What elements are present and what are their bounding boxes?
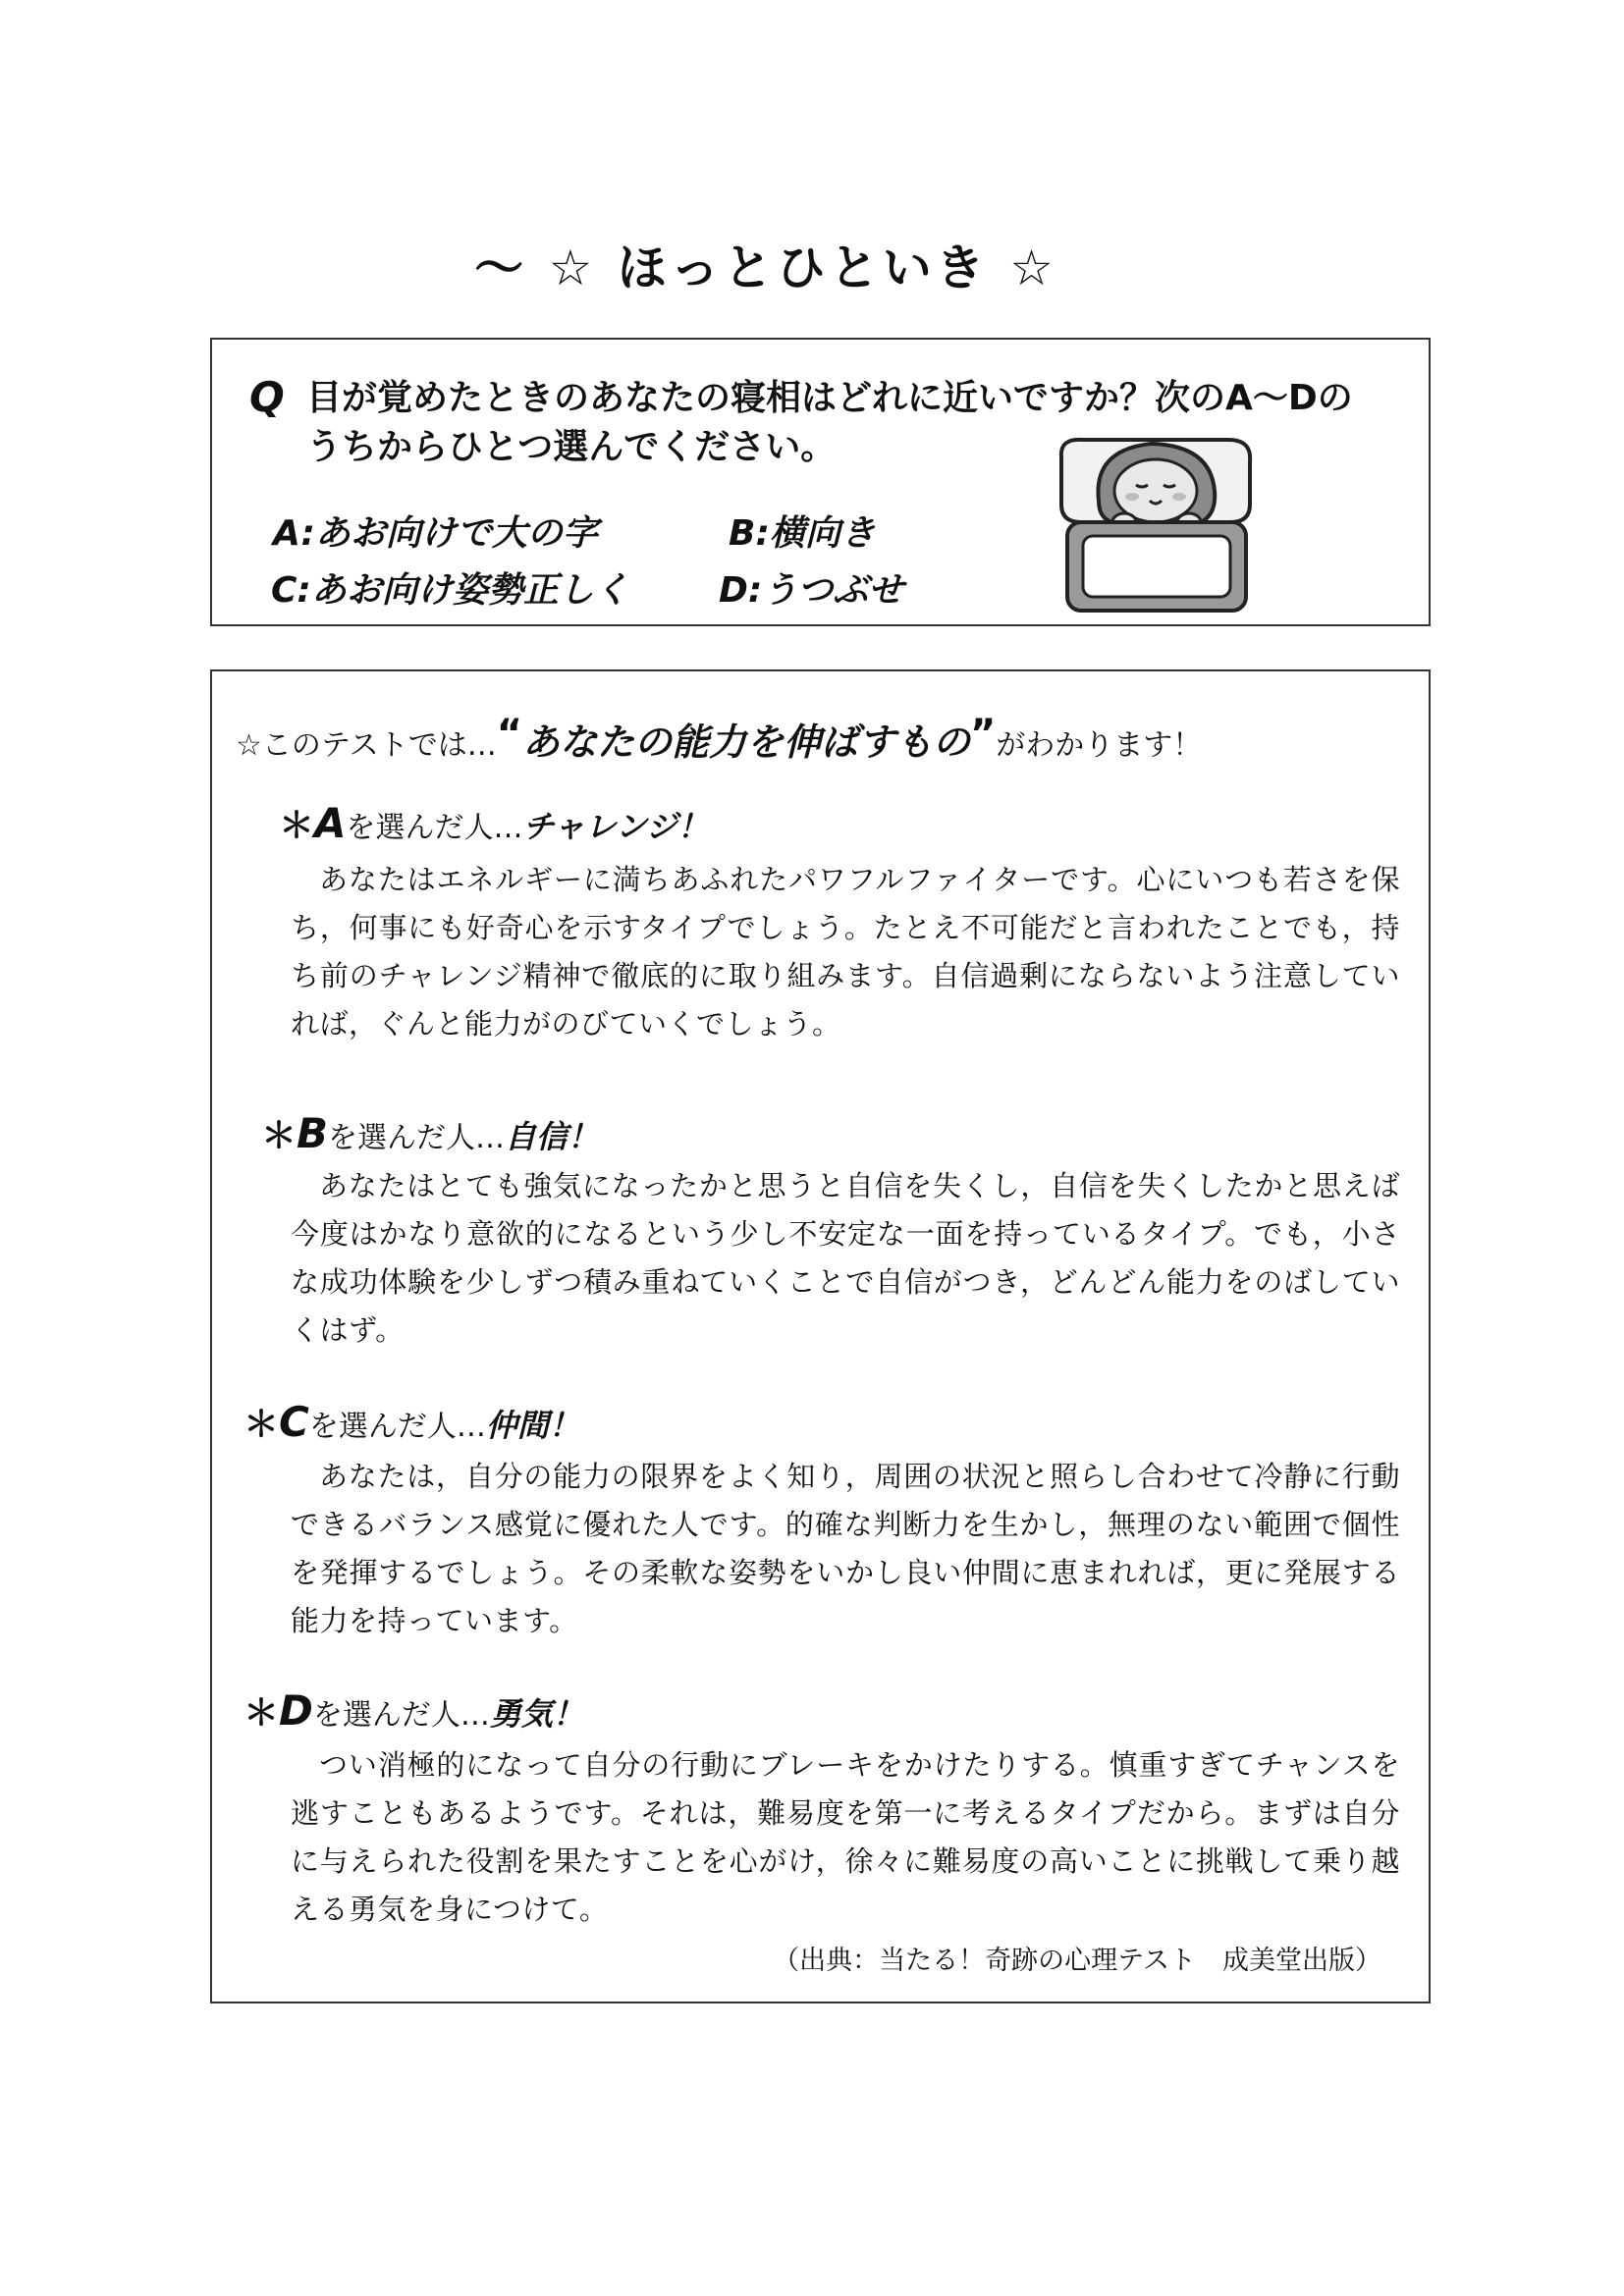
option-d: D:うつぶせ bbox=[719, 570, 904, 611]
section-body-a: あなたはエネルギーに満ちあふれたパワフルファイターです。心にいつも若さを保ち，何事にも好奇心を示すタイプでしょう。たとえ不可能だと言われたことでも，持ち前のチャレンジ精神で徹底的に取り組みます。自信過剰にならないよう注意していれば，ぐんと能力がのびていくでしょう。 bbox=[291, 863, 1400, 1041]
section-keyword: 仲間！ bbox=[485, 1407, 580, 1444]
option-a: A:あお向けで大の字 bbox=[273, 513, 598, 554]
open-quote: “ bbox=[496, 712, 522, 757]
quiz-box bbox=[210, 338, 1431, 626]
section-chose-text: を選んだ人… bbox=[346, 811, 523, 845]
question-mark-label: Q bbox=[249, 373, 285, 421]
intro-suffix: がわかります！ bbox=[996, 728, 1203, 763]
option-c: C:あお向け姿勢正しく bbox=[271, 570, 629, 611]
option-b: B:横向き bbox=[729, 513, 876, 554]
section-heading-a bbox=[279, 799, 709, 853]
asterisk-icon: ＊ bbox=[244, 1693, 280, 1734]
close-quote: ” bbox=[970, 712, 997, 757]
source-citation: （出典：当たる！奇跡の心理テスト 成美堂出版） bbox=[773, 1946, 1381, 1976]
question-line-1: 目が覚めたときのあなたの寝相はどれに近いですか？次のA～Dの bbox=[306, 378, 1353, 418]
section-heading-c bbox=[244, 1398, 580, 1452]
question-line-2: うちからひとつ選んでください。 bbox=[306, 427, 837, 467]
section-body-c: あなたは，自分の能力の限界をよく知り，周囲の状況と照らし合わせて冷静に行動できるバランス感覚に優れた人です。的確な判断力を生かし，無理のない範囲で個性を発揮するでしょう。その柔軟な姿勢をいかし良い仲間に恵まれれば，更に発展する能力を持っています。 bbox=[291, 1460, 1400, 1637]
section-body-b: あなたはとても強気になったかと思うと自信を失くし，自信を失くしたかと思えば今度はかなり意欲的になるという少し不安定な一面を持っているタイプ。でも，小さな成功体験を少しずつ積み重ねていくことで自信がつき，どんどん能力をのばしていくはず。 bbox=[291, 1169, 1400, 1347]
intro-prefix: ☆このテストでは… bbox=[236, 728, 497, 763]
section-chose-text: を選んだ人… bbox=[308, 1410, 486, 1444]
section-keyword: 自信！ bbox=[505, 1118, 600, 1155]
section-letter: B bbox=[297, 1109, 329, 1157]
section-letter: A bbox=[314, 799, 347, 847]
section-letter: C bbox=[279, 1398, 309, 1446]
section-heading-d bbox=[244, 1686, 584, 1740]
intro-line bbox=[236, 707, 1202, 774]
sleeping-child-in-bed-icon bbox=[1054, 432, 1260, 614]
section-heading-b bbox=[261, 1109, 599, 1163]
section-chose-text: を選んだ人… bbox=[328, 1121, 506, 1155]
page-title: ～ ☆ ほっとひといき ☆ bbox=[474, 240, 1057, 296]
section-body-d: つい消極的になって自分の行動にブレーキをかけたりする。慎重すぎてチャンスを逃すこともあるようです。それは，難易度を第一に考えるタイプだから。まずは自分に与えられた役割を果たすことを心がけ，徐々に難易度の高いことに挑戦して乗り越える勇気を身につけて。 bbox=[291, 1748, 1400, 1926]
section-letter: D bbox=[279, 1686, 313, 1735]
asterisk-icon: ＊ bbox=[244, 1405, 280, 1445]
asterisk-icon: ＊ bbox=[261, 1116, 298, 1156]
section-keyword: チャレンジ！ bbox=[522, 808, 709, 845]
asterisk-icon: ＊ bbox=[279, 806, 315, 846]
section-chose-text: を選んだ人… bbox=[312, 1698, 490, 1733]
answer-box bbox=[210, 669, 1431, 2003]
intro-emphasis: あなたの能力を伸ばすもの bbox=[522, 721, 971, 764]
section-keyword: 勇気！ bbox=[489, 1695, 584, 1733]
